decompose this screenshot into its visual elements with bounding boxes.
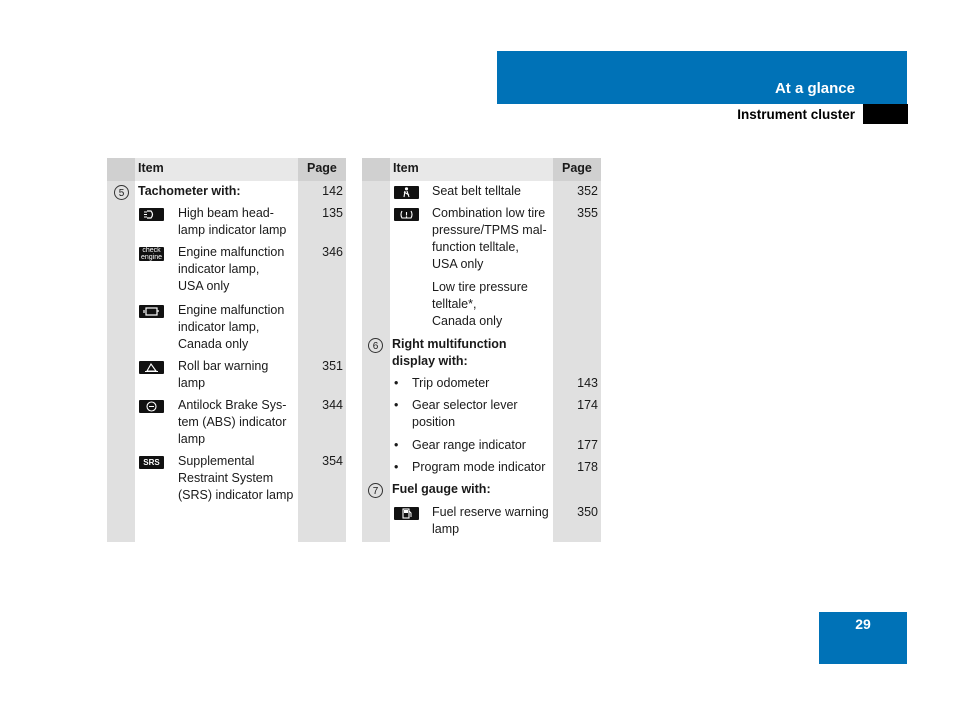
row-text: Gear range indicator <box>412 438 526 452</box>
bullet: • <box>394 460 399 474</box>
bullet: • <box>394 438 399 452</box>
page-ref: 135 <box>322 206 343 220</box>
page-ref: 351 <box>322 359 343 373</box>
engine-icon <box>139 305 164 318</box>
row-text: High beam head- lamp indicator lamp <box>178 206 287 237</box>
page-ref: 177 <box>577 438 598 452</box>
page-ref: 352 <box>577 184 598 198</box>
page-ref: 178 <box>577 460 598 474</box>
col-header-page: Page <box>562 161 592 175</box>
row-text: Seat belt telltale <box>432 184 521 198</box>
bullet: • <box>394 398 399 412</box>
section-tab-marker <box>863 104 908 124</box>
left-table <box>107 158 346 542</box>
section-title: Instrument cluster <box>737 107 855 122</box>
row-text: Supplemental Restraint System (SRS) indicator lamp <box>178 454 294 502</box>
page-ref: 354 <box>322 454 343 468</box>
page-number: 29 <box>819 612 907 664</box>
col-header-item: Item <box>138 161 164 175</box>
row-text: Roll bar warning lamp <box>178 359 269 390</box>
row-text: Fuel reserve warning lamp <box>432 505 549 536</box>
page-ref: 350 <box>577 505 598 519</box>
chapter-title: At a glance <box>774 80 855 97</box>
item-number-6: 6 <box>368 338 383 353</box>
check-engine-icon: check engine <box>140 247 163 261</box>
high-beam-icon <box>139 208 164 221</box>
page-ref: 142 <box>322 184 343 198</box>
row-text: Low tire pressure telltale*, Canada only <box>432 280 528 328</box>
fuel-icon <box>394 507 419 520</box>
seat-belt-icon <box>394 186 419 199</box>
row-text: Program mode indicator <box>412 460 546 474</box>
section-title-right-multifunction: Right multifunction display with: <box>392 337 507 368</box>
chapter-header-bar <box>497 51 907 104</box>
section-title-fuel-gauge: Fuel gauge with: <box>392 482 491 496</box>
row-text: Trip odometer <box>412 376 490 390</box>
tire-pressure-icon <box>394 208 419 221</box>
col-header-page: Page <box>307 161 337 175</box>
page-ref: 174 <box>577 398 598 412</box>
srs-icon: SRS <box>139 456 164 469</box>
col-header-item: Item <box>393 161 419 175</box>
section-title-tachometer: Tachometer with: <box>138 184 241 198</box>
abs-icon <box>139 400 164 413</box>
row-text: Engine malfunction indicator lamp, Canada only <box>178 303 285 351</box>
row-text: Antilock Brake Sys- tem (ABS) indicator lamp <box>178 398 287 446</box>
page-ref: 346 <box>322 245 343 259</box>
page-ref: 143 <box>577 376 598 390</box>
item-number-5: 5 <box>114 185 129 200</box>
row-text: Engine malfunction indicator lamp, USA only <box>178 245 285 293</box>
row-text: Gear selector lever position <box>412 398 518 429</box>
right-table <box>362 158 601 542</box>
item-number-7: 7 <box>368 483 383 498</box>
page-ref: 344 <box>322 398 343 412</box>
roll-bar-icon <box>139 361 164 374</box>
row-text: Combination low tire pressure/TPMS mal- function telltale, USA only <box>432 206 547 271</box>
bullet: • <box>394 376 399 390</box>
page-ref: 355 <box>577 206 598 220</box>
